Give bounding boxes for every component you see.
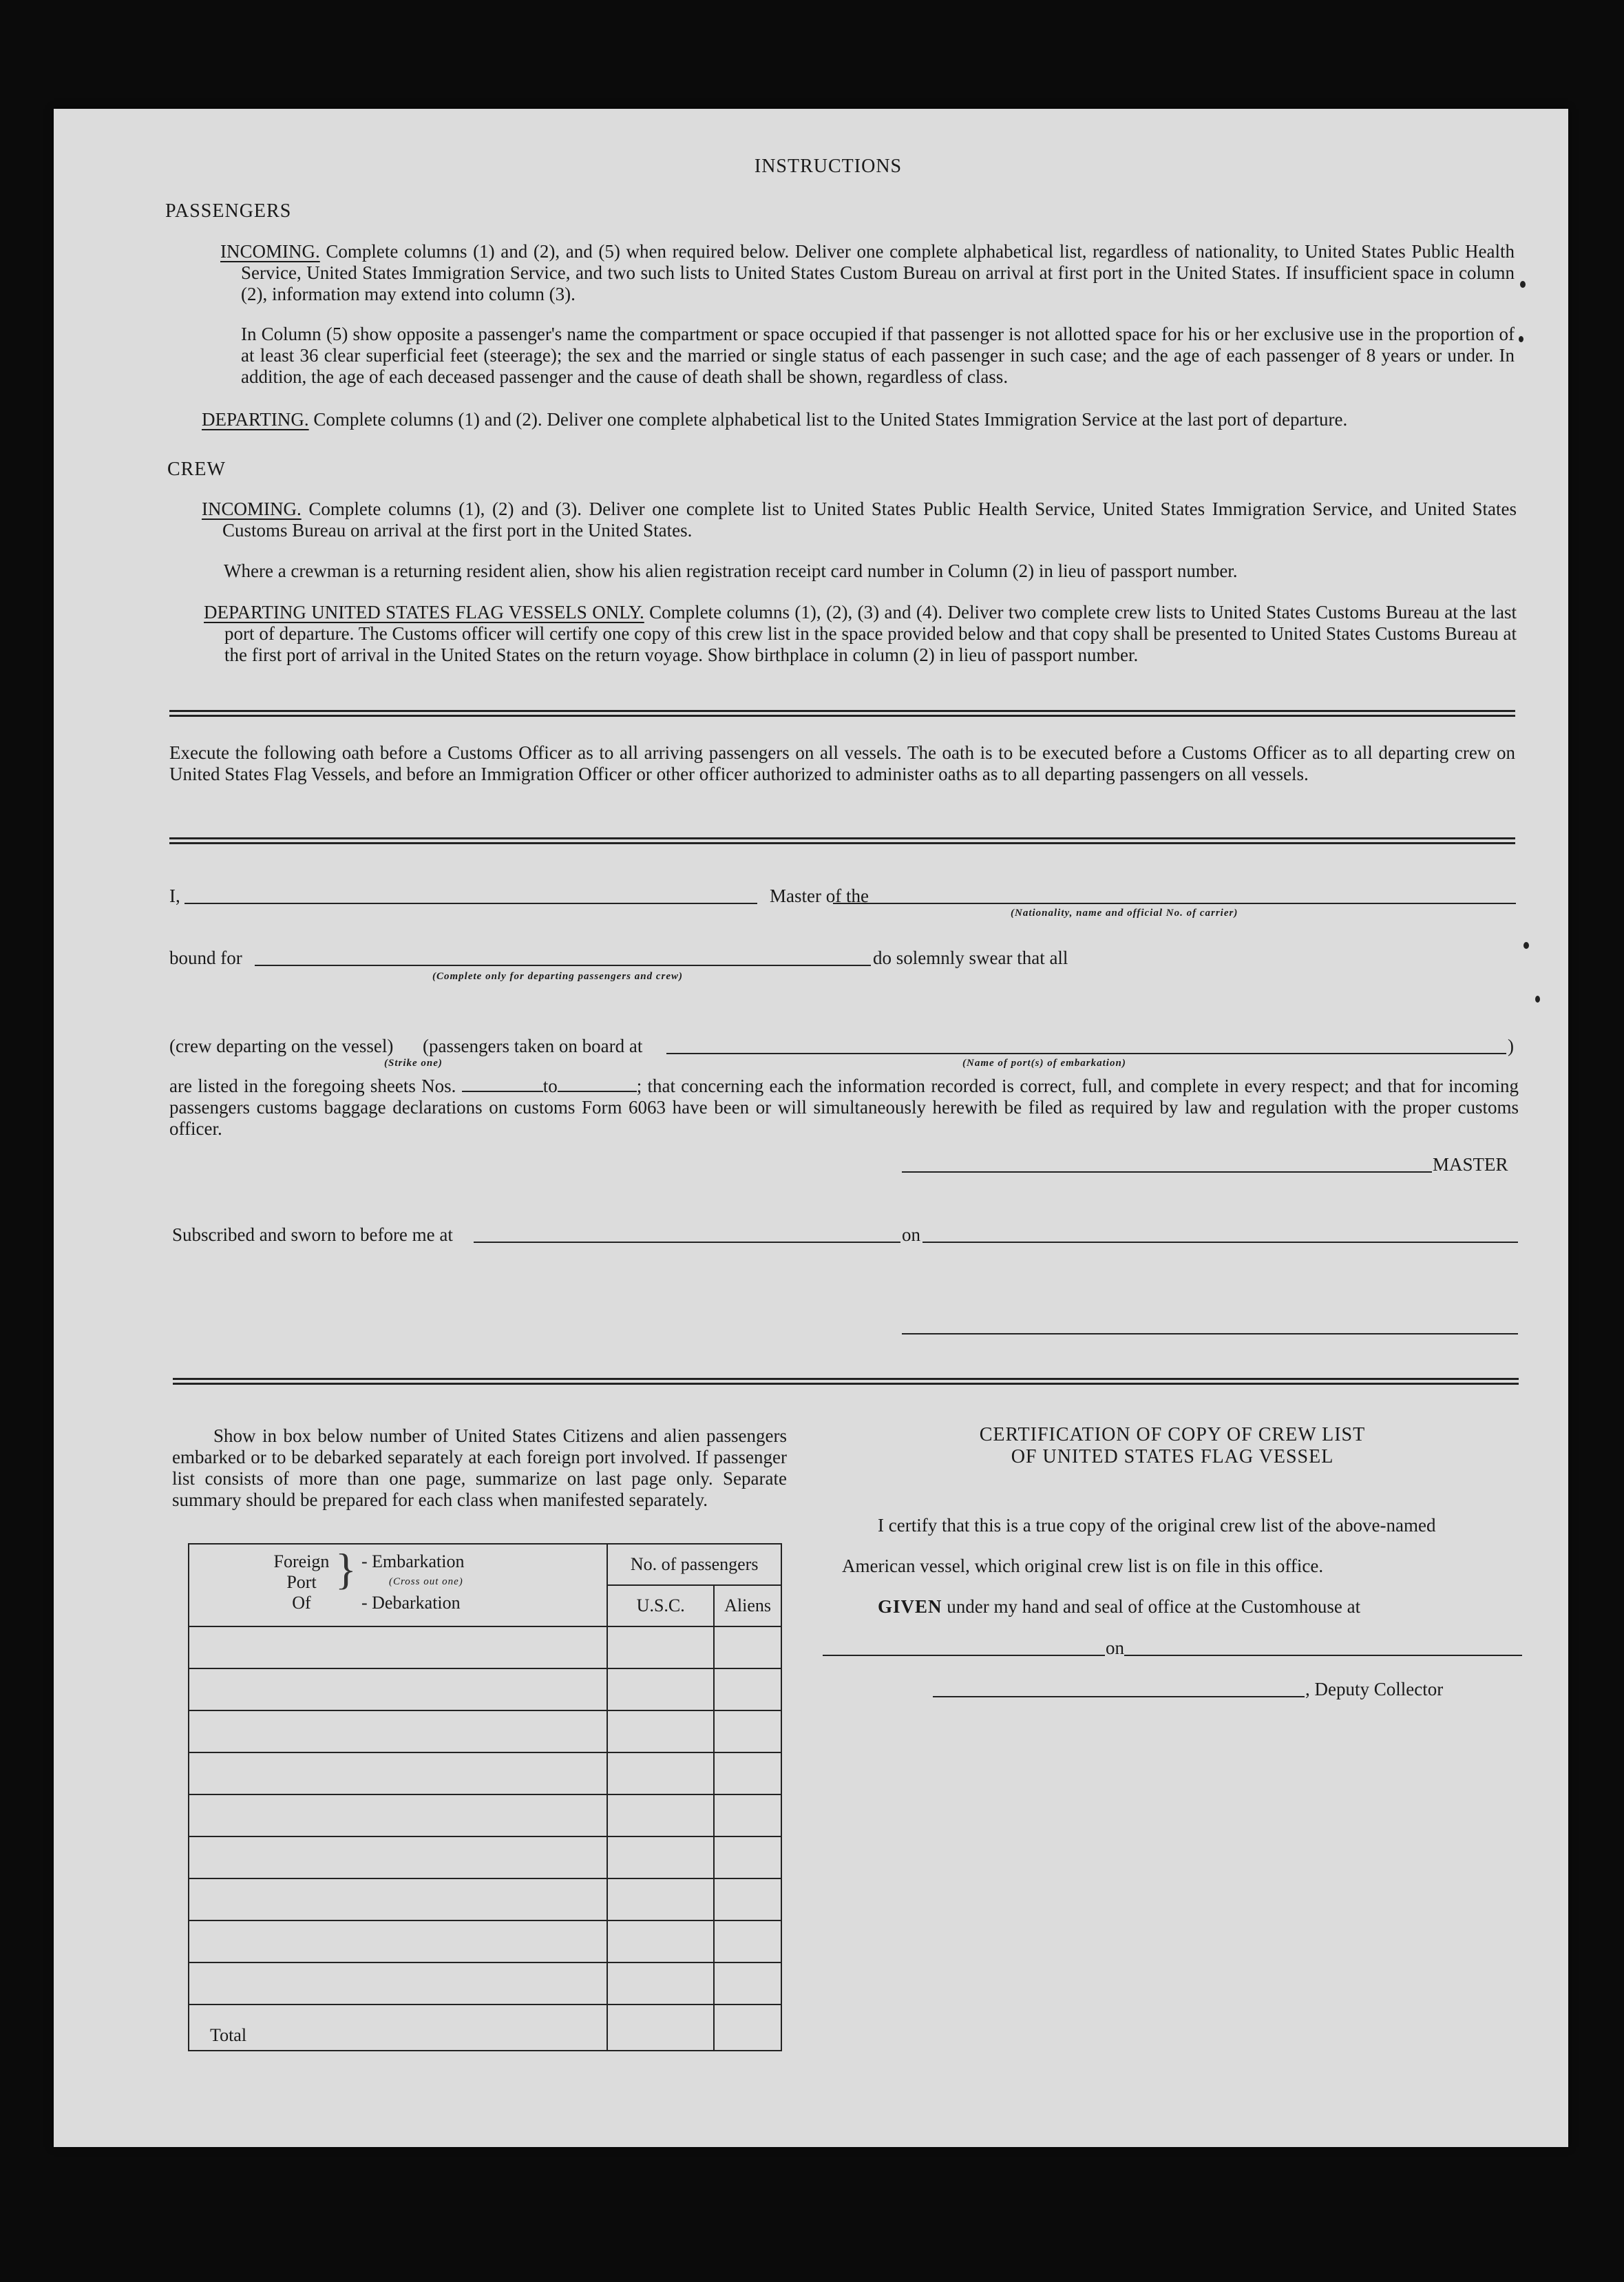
embarkation-ports-field[interactable] [666,1053,1506,1054]
column5-note: In Column (5) show opposite a passenger's name the compartment or space occupied if that passenger is not allotted space for his or her exclusive use in the proportion of at least 36 clear superficial feet (steerage); the sex and the married or single status of each passenger in such case; and the age of each passenger of 8 years or under. In addition, the age of each deceased passenger and the cause of death shall be shown, regardless of class. [241,324,1515,387]
table-row [189,1626,781,1668]
certify-date-field[interactable] [1124,1655,1522,1656]
port-cell[interactable] [189,1920,607,1962]
customhouse-place-field[interactable] [823,1655,1105,1656]
passengers-heading: PASSENGERS [165,200,292,222]
sworn-date-field[interactable] [922,1242,1518,1243]
crew-departing-option[interactable]: (crew departing on the vessel) [169,1036,394,1056]
sworn-place-field[interactable] [474,1242,900,1243]
sheet-to-field[interactable] [558,1076,637,1092]
crew-incoming-label: INCOMING. [202,499,302,519]
usc-cell[interactable] [607,1668,714,1710]
passengers-incoming-text: Complete columns (1) and (2), and (5) when required below. Deliver one complete alphabetical list, regardless of nationality, to United States Public Health Service, United States Immigration Service, and two such lists to United States Custom Bureau on arrival at first port in the United States. If insufficient space in column (2), information may extend into column (3). [241,241,1515,304]
aliens-cell[interactable] [714,1878,781,1920]
port-cell[interactable] [189,1752,607,1794]
certification-title [825,1424,1520,1468]
aliens-cell[interactable] [714,1962,781,2004]
speck-mark [1523,942,1529,949]
deputy-collector-label: , Deputy Collector [1305,1679,1444,1699]
given-paragraph [878,1596,1360,1618]
certification-title-line-1: CERTIFICATION OF COPY OF CREW LIST [979,1424,1366,1445]
speck-mark [1535,996,1540,1003]
passengers-incoming-paragraph [220,241,1515,305]
aliens-cell[interactable] [714,1668,781,1710]
speck-mark [1519,336,1523,342]
form-page [54,109,1568,2147]
section-divider-3 [173,1378,1519,1385]
usc-cell[interactable] [607,1752,714,1794]
summary-instruction: Show in box below number of United States Citizens and alien passengers embarked or to be debarked separately at each foreign port involved. If passenger list consists of more than one page, summarize on last page only. Separate summary should be prepared for each class when manifested separately. [172,1425,787,1510]
strike-one-caption: (Strike one) [384,1058,443,1069]
master-name-field[interactable] [184,903,757,904]
to-label: to [542,1076,558,1096]
aliens-cell[interactable] [714,1920,781,1962]
crew-incoming-text: Complete columns (1), (2) and (3). Deliver one complete list to United States Public Health Service, United States Immigration Service, and United States Customs Bureau on arrival at the first port in the United States. [222,499,1517,541]
table-header-row [189,1544,781,1585]
port-cell[interactable] [189,1836,607,1878]
brace-icon: } [335,1545,357,1593]
oath-instruction: Execute the following oath before a Customs Officer as to all arriving passengers on all vessels. The oath is to be executed before a Customs Officer as to all departing crew on United States Flag Vessels, and before an Immigration Officer or other officer authorized to administer oaths as to all departing passengers on all vessels. [169,742,1515,784]
section-divider-2 [169,837,1515,844]
listed-prefix: are listed in the foregoing sheets Nos. [169,1076,456,1096]
usc-cell[interactable] [607,1836,714,1878]
certify-text-2: American vessel, which original crew list is on file in this office. [842,1556,1324,1576]
port-cell[interactable] [189,1626,607,1668]
usc-cell[interactable] [607,1878,714,1920]
document-title: INSTRUCTIONS [754,156,903,177]
port-header-cell [189,1544,607,1626]
usc-total-cell[interactable] [607,2004,714,2051]
passengers-incoming-label: INCOMING. [220,241,320,262]
port-label-port: Port [286,1572,317,1592]
aliens-cell[interactable] [714,1794,781,1836]
master-label: MASTER [1433,1154,1508,1175]
deputy-signature-field[interactable] [933,1696,1305,1697]
usc-header: U.S.C. [607,1585,714,1626]
solemnly-swear-text: do solemnly swear that all [873,948,1068,968]
port-label-of: Of [292,1593,311,1613]
table-row [189,1710,781,1752]
certify-text-1: I certify that this is a true copy of the original crew list of the above-named [878,1515,1436,1536]
port-cell[interactable] [189,1962,607,2004]
aliens-total-cell[interactable] [714,2004,781,2051]
aliens-cell[interactable] [714,1626,781,1668]
given-label: GIVEN [878,1596,942,1617]
usc-cell[interactable] [607,1710,714,1752]
crew-departing-us-paragraph [204,602,1517,666]
passengers-taken-option[interactable]: (passengers taken on board at [423,1036,643,1056]
total-row [189,2004,781,2051]
listed-rest: ; that concerning each the information recorded is correct, full, and complete in every respect; and that for incoming passengers customs baggage declarations on customs Form 6063 have been or will simultaneously herewith be filed as required by law and regulation with the proper customs officer. [169,1076,1519,1139]
passengers-departing-paragraph [202,409,1517,430]
usc-cell[interactable] [607,1626,714,1668]
certify-on-label: on [1106,1637,1124,1658]
master-of-label: Master of the [770,886,869,906]
usc-cell[interactable] [607,1920,714,1962]
bound-for-caption: (Complete only for departing passengers and crew) [432,971,683,982]
bound-for-field[interactable] [255,965,871,966]
passengers-departing-text: Complete columns (1) and (2). Deliver one complete alphabetical list to the United States Immigration Service at the last port of departure. [313,409,1348,430]
certification-title-line-2: OF UNITED STATES FLAG VESSEL [1011,1446,1334,1467]
sheet-from-field[interactable] [462,1076,543,1092]
crew-departing-us-label: DEPARTING UNITED STATES FLAG VESSELS ONLY. [204,602,644,622]
port-cell[interactable] [189,1668,607,1710]
oath-i-label: I, [169,886,180,906]
subscribed-label: Subscribed and sworn to before me at [172,1224,453,1245]
master-signature-field[interactable] [902,1171,1432,1173]
officer-signature-field[interactable] [902,1333,1518,1334]
passengers-departing-label: DEPARTING. [202,409,309,430]
section-divider-1 [169,710,1515,717]
debarkation-option[interactable]: - Debarkation [361,1593,461,1613]
total-label: Total [189,2004,607,2051]
table-row [189,1878,781,1920]
passenger-summary-table [188,1543,782,2051]
listed-paragraph [169,1076,1519,1140]
sworn-on-label: on [902,1224,920,1245]
crew-departing-us-text: Complete columns (1), (2), (3) and (4). Deliver two complete crew lists to United States Customs Bureau at the last port of departure. The Customs officer will certify one copy of this crew list in the space provided below and that copy shall be presented to United States Customs Bureau at the first port of arrival in the United States on the return voyage. Show birthplace in column (2) in lieu of passport number. [224,602,1517,665]
aliens-header: Aliens [714,1585,781,1626]
table-row [189,1752,781,1794]
usc-cell[interactable] [607,1794,714,1836]
given-rest: under my hand and seal of office at the Customhouse at [947,1596,1361,1617]
nationality-caption: (Nationality, name and official No. of carrier) [1011,908,1238,919]
crew-heading: CREW [167,459,226,480]
ports-caption: (Name of port(s) of embarkation) [962,1058,1126,1069]
port-cell[interactable] [189,1878,607,1920]
bound-for-label: bound for [169,948,242,968]
table-row [189,1836,781,1878]
port-label-foreign: Foreign [273,1551,330,1571]
crew-incoming-paragraph [202,499,1517,541]
no-of-passengers-header: No. of passengers [607,1544,781,1585]
port-cell[interactable] [189,1794,607,1836]
table-row [189,1668,781,1710]
aliens-cell[interactable] [714,1752,781,1794]
aliens-cell[interactable] [714,1710,781,1752]
table-row [189,1794,781,1836]
table-row [189,1920,781,1962]
crew-resident-note: Where a crewman is a returning resident alien, show his alien registration receipt card number in Column (2) in lieu of passport number. [224,561,1238,581]
carrier-field[interactable] [833,903,1516,904]
close-paren: ) [1508,1036,1514,1056]
aliens-cell[interactable] [714,1836,781,1878]
embarkation-option[interactable]: - Embarkation [361,1551,465,1571]
cross-out-caption: (Cross out one) [389,1576,463,1587]
port-cell[interactable] [189,1710,607,1752]
usc-cell[interactable] [607,1962,714,2004]
table-row [189,1962,781,2004]
speck-mark [1520,281,1526,288]
